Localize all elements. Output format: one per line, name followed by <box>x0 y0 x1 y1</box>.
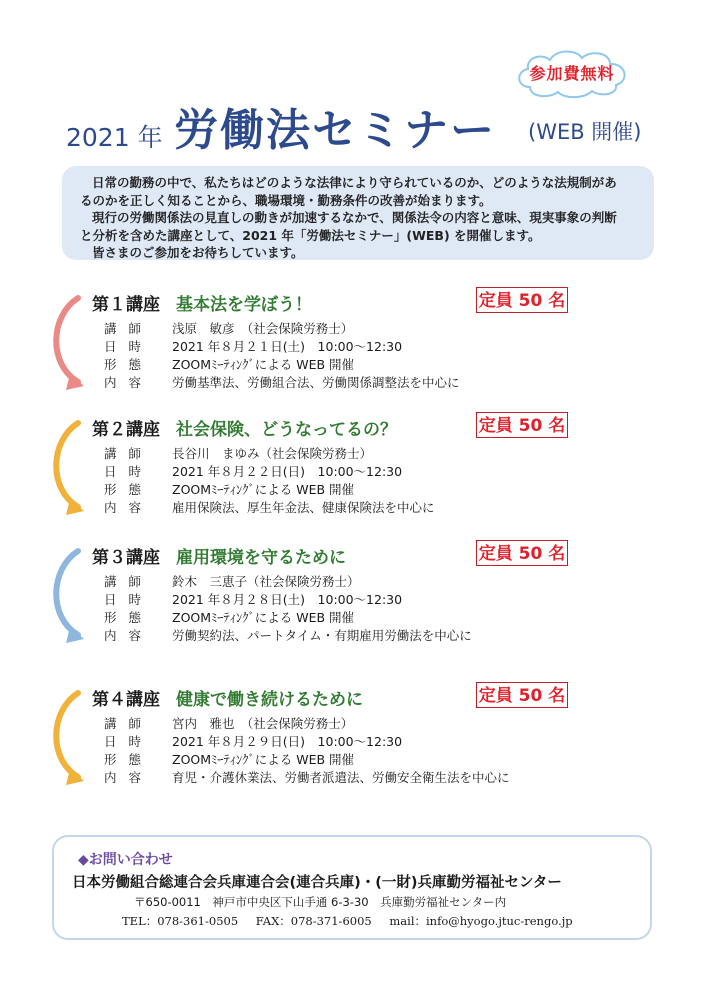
session-title <box>92 685 363 710</box>
contact-phone-line <box>122 913 587 929</box>
label-content: 内容 <box>104 375 154 390</box>
intro-box <box>62 166 654 260</box>
label-datetime: 日時 <box>104 339 154 354</box>
session-theme: 雇用環境を守るために <box>176 548 346 568</box>
free-admission-badge <box>512 47 632 99</box>
label-lecturer: 講師 <box>104 716 154 731</box>
title-main: 労働法セミナー <box>174 105 496 156</box>
label-format: 形態 <box>104 482 154 497</box>
intro-line: 皆さまのご参加をお待ちしています。 <box>92 245 304 260</box>
curved-arrow-icon <box>44 419 94 519</box>
capacity-badge: 定員 50 名 <box>476 287 568 313</box>
curved-arrow-icon <box>44 294 94 394</box>
lecturer-value: 鈴木 三恵子（社会保険労務士） <box>172 574 360 589</box>
session-number: 第１講座 <box>92 295 160 315</box>
label-content: 内容 <box>104 770 154 785</box>
capacity-badge: 定員 50 名 <box>476 412 568 438</box>
intro-line: 現行の労働関係法の見直しの動きが加速するなかで、関係法令の内容と意味、現実事象の判断 <box>92 210 617 225</box>
contact-address: 〒650-0011 神戸市中央区下山手通 6-3-30 兵庫勤労福祉センター内 <box>134 895 507 909</box>
lecturer-value: 宮内 雅也 （社会保険労務士） <box>172 716 354 731</box>
session-details <box>104 320 460 392</box>
session-details <box>104 573 472 645</box>
intro-line: 日常の勤務の中で、私たちはどのような法律により守られているのか、どのような法規制があ <box>92 175 617 190</box>
content-value: 育児・介護休業法、労働者派遣法、労働安全衛生法を中心に <box>172 770 510 785</box>
contact-box <box>52 835 652 940</box>
label-content: 内容 <box>104 628 154 643</box>
curved-arrow-icon <box>44 547 94 647</box>
session-theme: 基本法を学ぼう！ <box>176 295 312 315</box>
contact-fax: FAX：078-371-6005 <box>255 914 372 928</box>
session-1 <box>0 290 706 410</box>
session-title <box>92 543 346 568</box>
content-value: 労働基準法、労働組合法、労働関係調整法を中心に <box>172 375 460 390</box>
lecturer-value: 浅原 敏彦 （社会保険労務士） <box>172 321 354 336</box>
intro-line: と分析を含めた講座として、2021 年「労働法セミナー」(WEB) を開催します。 <box>80 227 541 243</box>
format-value: ZOOMﾐｰﾃｨﾝｸﾞによる WEB 開催 <box>172 482 355 497</box>
datetime-value: 2021 年８月２８日(土) 10:00～12:30 <box>172 592 403 607</box>
contact-tel: TEL：078-361-0505 <box>122 914 239 928</box>
lecturer-value: 長谷川 まゆみ（社会保険労務士） <box>172 446 373 461</box>
title-year: 2021 年 <box>66 123 163 152</box>
label-datetime: 日時 <box>104 734 154 749</box>
datetime-value: 2021 年８月２１日(土) 10:00～12:30 <box>172 339 403 354</box>
label-lecturer: 講師 <box>104 321 154 336</box>
session-theme: 社会保険、どうなってるの？ <box>176 420 397 440</box>
session-title <box>92 290 312 315</box>
content-value: 雇用保険法、厚生年金法、健康保険法を中心に <box>172 500 435 515</box>
session-details <box>104 715 510 787</box>
session-details <box>104 445 435 517</box>
session-theme: 健康で働き続けるために <box>176 690 363 710</box>
label-datetime: 日時 <box>104 592 154 607</box>
session-number: 第４講座 <box>92 690 160 710</box>
format-value: ZOOMﾐｰﾃｨﾝｸﾞによる WEB 開催 <box>172 610 355 625</box>
contact-organization: 日本労働組合総連合会兵庫連合会(連合兵庫)・(一財)兵庫勤労福祉センター <box>72 875 562 891</box>
label-format: 形態 <box>104 357 154 372</box>
session-number: 第２講座 <box>92 420 160 440</box>
label-datetime: 日時 <box>104 464 154 479</box>
content-value: 労働契約法、パートタイム・有期雇用労働法を中心に <box>172 628 472 643</box>
format-value: ZOOMﾐｰﾃｨﾝｸﾞによる WEB 開催 <box>172 357 355 372</box>
datetime-value: 2021 年８月２２日(日) 10:00～12:30 <box>172 464 403 479</box>
capacity-badge: 定員 50 名 <box>476 540 568 566</box>
label-lecturer: 講師 <box>104 574 154 589</box>
label-content: 内容 <box>104 500 154 515</box>
contact-mail[interactable]: mail：info@hyogo.jtuc-rengo.jp <box>389 914 573 928</box>
title-sub: (WEB 開催) <box>528 120 642 144</box>
label-lecturer: 講師 <box>104 446 154 461</box>
session-title <box>92 415 397 440</box>
format-value: ZOOMﾐｰﾃｨﾝｸﾞによる WEB 開催 <box>172 752 355 767</box>
datetime-value: 2021 年８月２９日(日) 10:00～12:30 <box>172 734 403 749</box>
session-3 <box>0 543 706 663</box>
curved-arrow-icon <box>44 689 94 789</box>
session-4 <box>0 685 706 805</box>
capacity-badge: 定員 50 名 <box>476 682 568 708</box>
session-2 <box>0 415 706 535</box>
badge-text: 参加費無料 <box>529 64 615 83</box>
label-format: 形態 <box>104 610 154 625</box>
intro-line: るのかを正しく知ることから、職場環境・勤務条件の改善が始まります。 <box>80 192 492 208</box>
session-number: 第３講座 <box>92 548 160 568</box>
contact-heading: ◆お問い合わせ <box>78 852 173 868</box>
label-format: 形態 <box>104 752 154 767</box>
